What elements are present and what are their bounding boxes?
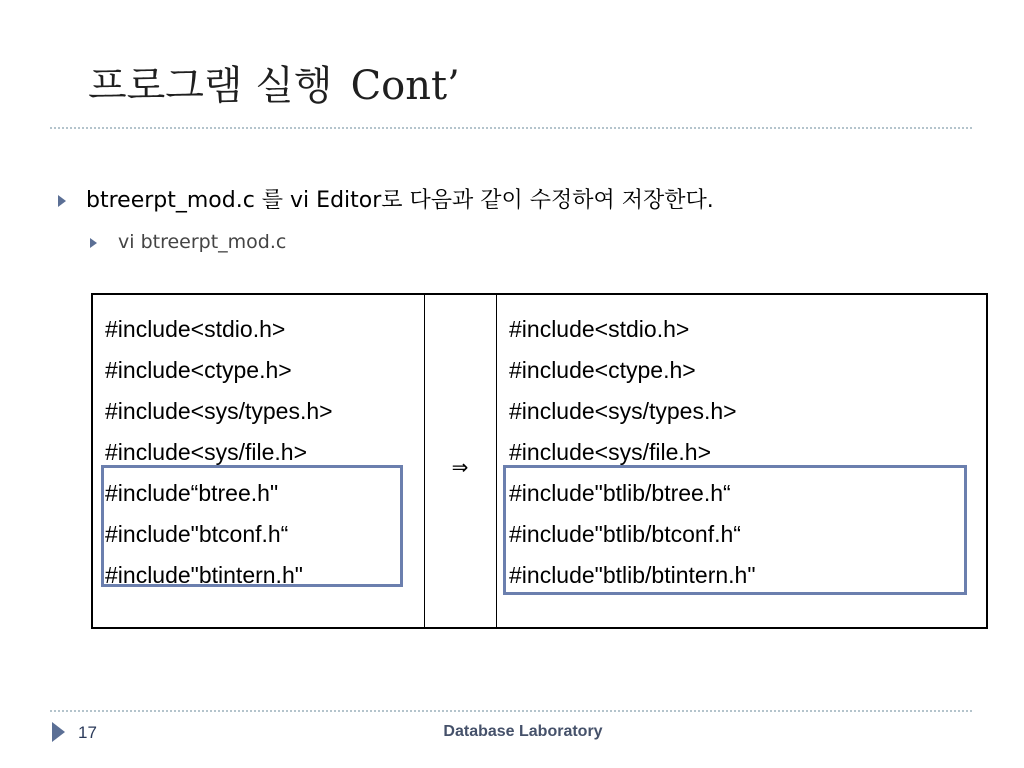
- arrow-icon: ⇒: [451, 455, 469, 479]
- code-line: #include<sys/file.h>: [105, 439, 308, 465]
- bullet-text-level2: vi btreerpt_mod.c: [118, 231, 287, 253]
- highlight-box-after: [503, 465, 967, 595]
- bullet-item-level1: [58, 186, 714, 216]
- code-line: #include"btlib/btree.h“: [509, 480, 731, 506]
- code-line: #include"btconf.h“: [105, 521, 289, 547]
- code-line: #include<sys/types.h>: [509, 398, 737, 424]
- triangle-bullet-icon: [90, 238, 97, 248]
- code-line: #include"btlib/btintern.h": [509, 562, 756, 588]
- footer-divider: [50, 710, 972, 712]
- code-line: #include"btintern.h": [105, 562, 303, 588]
- code-line: #include"btlib/btconf.h“: [509, 521, 741, 547]
- highlight-box-before: [101, 465, 403, 587]
- code-line: #include<ctype.h>: [509, 357, 696, 383]
- code-comparison-table: [91, 293, 988, 629]
- slide-title-korean: 프로그램 실행: [88, 63, 333, 109]
- title-divider: [50, 127, 972, 129]
- slide-title: [88, 62, 460, 110]
- code-line: #include“btree.h": [105, 480, 279, 506]
- slide-title-latin: Cont’: [350, 63, 460, 109]
- code-line: #include<stdio.h>: [105, 316, 286, 342]
- code-line: #include<sys/file.h>: [509, 439, 712, 465]
- footer-text: Database Laboratory: [443, 723, 603, 740]
- bullet-text-level1: btreerpt_mod.c 를 vi Editor로 다음과 같이 수정하여 저장한다.: [86, 188, 714, 213]
- table-divider: [424, 295, 425, 627]
- code-line: #include<sys/types.h>: [105, 398, 333, 424]
- code-line: #include<ctype.h>: [105, 357, 292, 383]
- triangle-marker-icon: [52, 722, 65, 742]
- page-number: 17: [78, 723, 97, 742]
- bullet-item-level2: [90, 229, 286, 255]
- triangle-bullet-icon: [58, 195, 66, 207]
- table-divider: [496, 295, 497, 627]
- code-line: #include<stdio.h>: [509, 316, 690, 342]
